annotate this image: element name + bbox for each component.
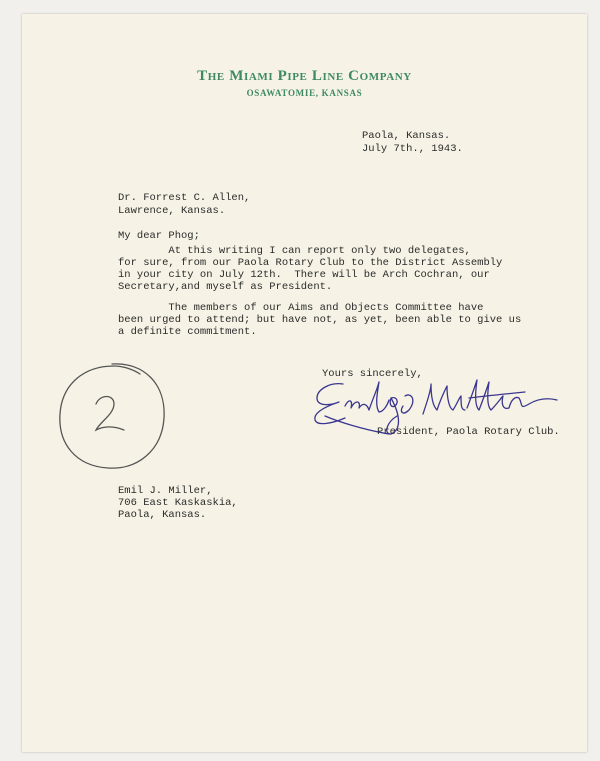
body-line: for sure, from our Paola Rotary Club to the District Assembly — [118, 257, 503, 269]
letterhead-company: The Miami Pipe Line Company — [197, 68, 412, 84]
dateline-date: July 7th., 1943. — [362, 143, 463, 155]
body-line: At this writing I can report only two delegates, — [118, 245, 471, 257]
salutation: My dear Phog; — [118, 230, 200, 242]
recipient-city: Lawrence, Kansas. — [118, 205, 226, 217]
body-line: a definite commitment. — [118, 326, 257, 338]
sender-name: Emil J. Miller, — [118, 485, 213, 497]
circled-number-icon — [52, 358, 170, 476]
body-line: The members of our Aims and Objects Committee have — [118, 302, 484, 314]
recipient-name: Dr. Forrest C. Allen, — [118, 192, 251, 204]
sender-city: Paola, Kansas. — [118, 509, 207, 521]
body-line: Secretary,and myself as President. — [118, 281, 333, 293]
dateline-place: Paola, Kansas. — [362, 130, 451, 142]
body-line: in your city on July 12th. There will be Arch Cochran, our — [118, 269, 490, 281]
body-line: been urged to attend; but have not, as yet, been able to give us — [118, 314, 522, 326]
sender-street: 706 East Kaskaskia, — [118, 497, 238, 509]
letterhead-location: OSAWATOMIE, KANSAS — [246, 88, 363, 98]
signer-title: President, Paola Rotary Club. — [377, 426, 560, 438]
closing: Yours sincerely, — [322, 368, 423, 380]
